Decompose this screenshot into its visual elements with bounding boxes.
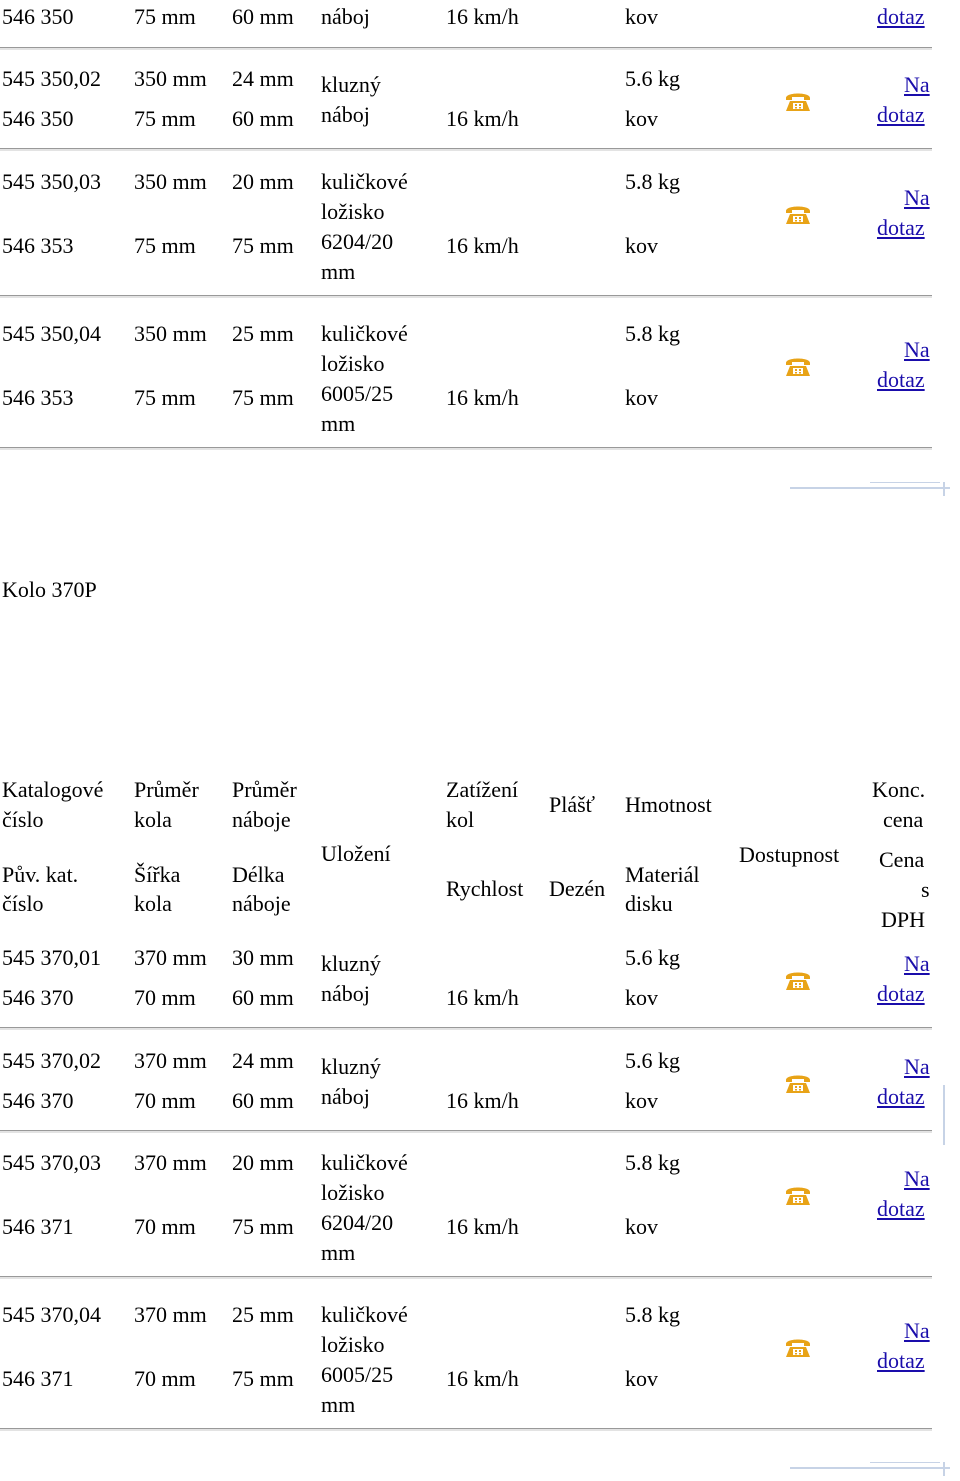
phone-icon <box>784 354 812 378</box>
ulozeni-text: kluzný <box>321 951 381 976</box>
rychlost: 16 km/h <box>446 106 519 131</box>
delka-naboje: 75 mm <box>232 233 294 258</box>
puv-cislo: 546 350 <box>2 106 74 131</box>
inquiry-link[interactable]: Na <box>904 1318 930 1343</box>
prumer-kola: 350 mm <box>134 66 207 91</box>
prumer-naboje: 24 mm <box>232 1048 294 1073</box>
ulozeni-text: 6005/25 <box>321 1362 394 1387</box>
hmotnost: 5.6 kg <box>625 1048 680 1073</box>
hmotnost: 5.6 kg <box>625 945 680 970</box>
material-disku: kov <box>625 1366 658 1391</box>
inquiry-link[interactable]: dotaz <box>877 215 925 240</box>
phone-icon <box>784 202 812 226</box>
header-cena-s: Cena <box>879 847 925 872</box>
rychlost: 16 km/h <box>446 233 519 258</box>
hmotnost: 5.6 kg <box>625 66 680 91</box>
hmotnost: 5.8 kg <box>625 321 680 346</box>
katalogove-cislo: 545 350,02 <box>2 66 101 91</box>
row-divider <box>0 295 932 298</box>
delka-naboje: 75 mm <box>232 1214 294 1239</box>
material-disku: kov <box>625 1088 658 1113</box>
ulozeni-text: ložisko <box>321 1180 385 1205</box>
prumer-naboje: 25 mm <box>232 321 294 346</box>
delka-naboje: 60 mm <box>232 985 294 1010</box>
katalogove-cislo: 545 370,03 <box>2 1150 101 1175</box>
delka-naboje: 60 mm <box>232 106 294 131</box>
ulozeni-text: náboj <box>321 1084 370 1109</box>
prumer-kola: 370 mm <box>134 1302 207 1327</box>
katalogove-cislo: 545 370,02 <box>2 1048 101 1073</box>
header-delka: Délka <box>232 862 285 887</box>
delka-naboje: 75 mm <box>232 1366 294 1391</box>
material-disku: kov <box>625 106 658 131</box>
prumer-naboje: 30 mm <box>232 945 294 970</box>
puv-cislo: 546 370 <box>2 1088 74 1113</box>
ulozeni-text: ložisko <box>321 351 385 376</box>
ulozeni-text: 6204/20 <box>321 229 394 254</box>
rychlost: 16 km/h <box>446 1214 519 1239</box>
prumer-naboje: 24 mm <box>232 66 294 91</box>
decorative-line <box>943 1462 945 1476</box>
material-disku: kov <box>625 233 658 258</box>
row-divider <box>0 148 932 151</box>
header-plast: Plášť <box>549 792 596 817</box>
material-disku: kov <box>625 985 658 1010</box>
prumer-kola: 370 mm <box>134 1048 207 1073</box>
sirka-kola: 70 mm <box>134 1366 196 1391</box>
decorative-line <box>943 1085 945 1145</box>
sirka-kola: 70 mm <box>134 1214 196 1239</box>
header-kol: kol <box>446 807 475 832</box>
decorative-line <box>943 482 945 496</box>
ulozeni-text: 6204/20 <box>321 1210 394 1235</box>
phone-icon <box>784 968 812 992</box>
decorative-line <box>790 1467 950 1469</box>
katalogove-cislo: 545 370,04 <box>2 1302 101 1327</box>
inquiry-link[interactable]: Na <box>904 185 930 210</box>
header-zatizeni: Zatížení <box>446 777 519 802</box>
prumer-naboje: 20 mm <box>232 169 294 194</box>
puv-cislo: 546 353 <box>2 385 74 410</box>
inquiry-link[interactable]: dotaz <box>877 981 925 1006</box>
section-title: Kolo 370P <box>2 577 97 602</box>
inquiry-link[interactable]: Na <box>904 951 930 976</box>
material-disku: kov <box>625 1214 658 1239</box>
decorative-line <box>870 1462 940 1463</box>
prumer-kola: 370 mm <box>134 1150 207 1175</box>
prumer-naboje: 25 mm <box>232 1302 294 1327</box>
phone-icon <box>784 1183 812 1207</box>
row-divider <box>0 1130 932 1133</box>
header-kola-2: kola <box>134 891 172 916</box>
inquiry-link[interactable]: dotaz <box>877 367 925 392</box>
row-divider <box>0 447 932 450</box>
decorative-line <box>790 487 950 489</box>
ulozeni-text: mm <box>321 411 356 436</box>
header-naboje-2: náboje <box>232 891 291 916</box>
header-rychlost: Rychlost <box>446 876 524 901</box>
ulozeni-text: náboj <box>321 4 370 29</box>
ulozeni-text: kuličkové <box>321 321 408 346</box>
header-ulozeni: Uložení <box>321 841 391 866</box>
inquiry-link[interactable]: dotaz <box>877 4 925 29</box>
katalogove-cislo: 545 350,03 <box>2 169 101 194</box>
ulozeni-text: ložisko <box>321 1332 385 1357</box>
row-divider <box>0 1428 932 1431</box>
header-cislo: číslo <box>2 807 44 832</box>
header-s: s <box>921 877 930 902</box>
header-katalogove: Katalogové <box>2 777 104 802</box>
phone-icon <box>784 1335 812 1359</box>
header-dostupnost: Dostupnost <box>739 842 840 867</box>
header-cena: cena <box>883 807 924 832</box>
inquiry-link[interactable]: dotaz <box>877 1196 925 1221</box>
delka-naboje: 60 mm <box>232 4 294 29</box>
sirka-kola: 75 mm <box>134 106 196 131</box>
prumer-kola: 350 mm <box>134 321 207 346</box>
phone-icon <box>784 89 812 113</box>
ulozeni-text: kuličkové <box>321 1302 408 1327</box>
ulozeni-text: ložisko <box>321 199 385 224</box>
delka-naboje: 75 mm <box>232 385 294 410</box>
puv-cislo: 546 350 <box>2 4 74 29</box>
phone-icon <box>784 1071 812 1095</box>
sirka-kola: 70 mm <box>134 1088 196 1113</box>
rychlost: 16 km/h <box>446 1366 519 1391</box>
inquiry-link[interactable]: Na <box>904 1166 930 1191</box>
decorative-line <box>870 482 940 483</box>
katalogove-cislo: 545 350,04 <box>2 321 101 346</box>
row-divider <box>0 1027 932 1030</box>
prumer-kola: 350 mm <box>134 169 207 194</box>
header-hmotnost: Hmotnost <box>625 792 712 817</box>
delka-naboje: 60 mm <box>232 1088 294 1113</box>
ulozeni-text: kluzný <box>321 72 381 97</box>
header-material: Materiál <box>625 862 700 887</box>
puv-cislo: 546 353 <box>2 233 74 258</box>
header-puv-kat: Pův. kat. <box>2 862 79 887</box>
sirka-kola: 75 mm <box>134 233 196 258</box>
rychlost: 16 km/h <box>446 385 519 410</box>
header-disku: disku <box>625 891 673 916</box>
puv-cislo: 546 371 <box>2 1366 74 1391</box>
ulozeni-text: kluzný <box>321 1054 381 1079</box>
header-kola: kola <box>134 807 172 832</box>
header-sirka: Šířka <box>134 862 181 887</box>
hmotnost: 5.8 kg <box>625 169 680 194</box>
ulozeni-text: náboj <box>321 102 370 127</box>
hmotnost: 5.8 kg <box>625 1302 680 1327</box>
inquiry-link[interactable]: dotaz <box>877 102 925 127</box>
header-prumer-kola: Průměr <box>134 777 199 802</box>
ulozeni-text: mm <box>321 259 356 284</box>
rychlost: 16 km/h <box>446 4 519 29</box>
hmotnost: 5.8 kg <box>625 1150 680 1175</box>
sirka-kola: 75 mm <box>134 385 196 410</box>
inquiry-link[interactable]: Na <box>904 337 930 362</box>
ulozeni-text: kuličkové <box>321 1150 408 1175</box>
prumer-naboje: 20 mm <box>232 1150 294 1175</box>
header-dph: DPH <box>881 907 926 932</box>
header-cislo-2: číslo <box>2 891 44 916</box>
puv-cislo: 546 371 <box>2 1214 74 1239</box>
inquiry-link[interactable]: Na <box>904 1054 930 1079</box>
ulozeni-text: mm <box>321 1392 356 1417</box>
prumer-kola: 370 mm <box>134 945 207 970</box>
inquiry-link[interactable]: dotaz <box>877 1348 925 1373</box>
sirka-kola: 70 mm <box>134 985 196 1010</box>
header-naboje: náboje <box>232 807 291 832</box>
ulozeni-text: náboj <box>321 981 370 1006</box>
ulozeni-text: mm <box>321 1240 356 1265</box>
ulozeni-text: 6005/25 <box>321 381 394 406</box>
inquiry-link[interactable]: dotaz <box>877 1084 925 1109</box>
row-divider <box>0 1276 932 1279</box>
katalogove-cislo: 545 370,01 <box>2 945 101 970</box>
sirka-kola: 75 mm <box>134 4 196 29</box>
header-dezen: Dezén <box>549 876 606 901</box>
material-disku: kov <box>625 4 658 29</box>
header-konc: Konc. <box>872 777 926 802</box>
rychlost: 16 km/h <box>446 985 519 1010</box>
row-divider <box>0 47 932 50</box>
rychlost: 16 km/h <box>446 1088 519 1113</box>
header-prumer-naboje: Průměr <box>232 777 297 802</box>
puv-cislo: 546 370 <box>2 985 74 1010</box>
ulozeni-text: kuličkové <box>321 169 408 194</box>
inquiry-link[interactable]: Na <box>904 72 930 97</box>
material-disku: kov <box>625 385 658 410</box>
